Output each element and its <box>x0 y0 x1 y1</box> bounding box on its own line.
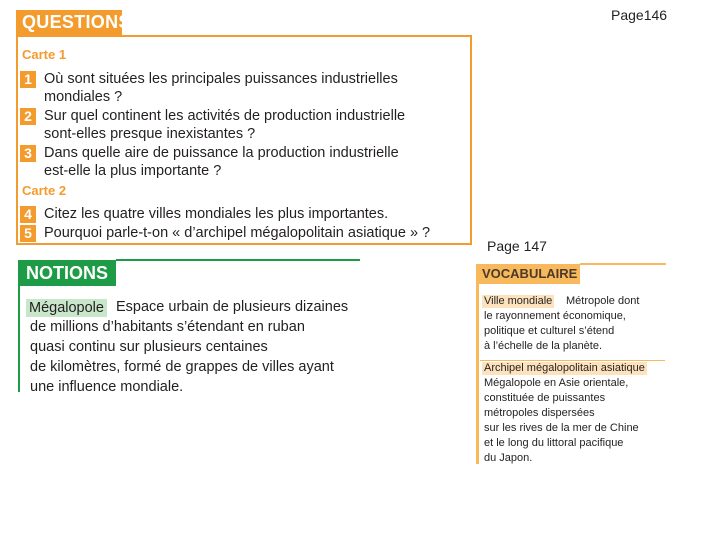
vocabulaire-left-rule <box>476 264 479 464</box>
vocab-def-2-line-3: métropoles dispersées <box>484 407 595 419</box>
vocab-term-archipel: Archipel mégalopolitain asiatique <box>484 362 645 374</box>
notion-definition-line-3: quasi continu sur plusieurs centaines <box>30 339 268 355</box>
question-number-4: 4 <box>20 206 36 223</box>
questions-header: QUESTIONS <box>16 10 122 35</box>
question-2-line-1: Sur quel continent les activités de production industrielle <box>44 108 406 124</box>
vocab-def-1-first: Métropole dont <box>566 295 640 307</box>
carte-2-label: Carte 2 <box>22 183 67 198</box>
vocabulaire-separator <box>480 360 665 361</box>
carte-1-label: Carte 1 <box>22 47 67 62</box>
question-number-5: 5 <box>20 225 36 242</box>
page-number-right: Page 147 <box>487 238 547 254</box>
question-3-line-2: est-elle la plus importante ? <box>44 163 222 179</box>
vocab-def-2-line-4: sur les rives de la mer de Chine <box>484 422 639 434</box>
notions-header: NOTIONS <box>20 260 116 286</box>
question-1-line-1: Où sont situées les principales puissances industrielles <box>44 71 398 87</box>
question-5-line-1: Pourquoi parle-t-on « d’archipel mégalopolitain asiatique » ? <box>44 225 431 241</box>
notion-term-megalopole: Mégalopole <box>26 299 107 317</box>
page-number-left: Page146 <box>611 7 668 23</box>
vocabulaire-header: VOCABULAIRE <box>478 264 580 284</box>
notion-definition-line-5: une influence mondiale. <box>30 379 184 395</box>
question-4-line-1: Citez les quatre villes mondiales les plus importantes. <box>44 206 389 222</box>
vocab-term-ville-mondiale: Ville mondiale <box>484 295 553 307</box>
vocab-def-2-line-6: du Japon. <box>484 452 533 464</box>
question-1-line-2: mondiales ? <box>44 89 123 105</box>
vocab-def-2-line-5: et le long du littoral pacifique <box>484 437 624 449</box>
vocab-def-1-line-4: à l’échelle de la planète. <box>484 340 603 352</box>
question-2-line-2: sont-elles presque inexistantes ? <box>44 126 256 142</box>
vocab-def-2-line-1: Mégalopole en Asie orientale, <box>484 377 629 389</box>
vocab-def-2-line-2: constituée de puissantes <box>484 392 606 404</box>
vocabulaire-top-rule <box>580 263 666 265</box>
question-number-1: 1 <box>20 71 36 88</box>
vocab-def-1-line-2: le rayonnement économique, <box>484 310 626 322</box>
notion-definition-line-2: de millions d’habitants s’étendant en ruban <box>30 319 305 335</box>
question-number-3: 3 <box>20 145 36 162</box>
question-number-2: 2 <box>20 108 36 125</box>
notion-definition-first: Espace urbain de plusieurs dizaines <box>116 299 349 315</box>
notion-definition-line-4: de kilomètres, formé de grappes de villes ayant <box>30 359 334 375</box>
question-3-line-1: Dans quelle aire de puissance la production industrielle <box>44 145 399 161</box>
notions-left-rule <box>18 260 20 392</box>
notions-top-rule <box>116 259 360 261</box>
vocab-def-1-line-3: politique et culturel s’étend <box>484 325 615 337</box>
